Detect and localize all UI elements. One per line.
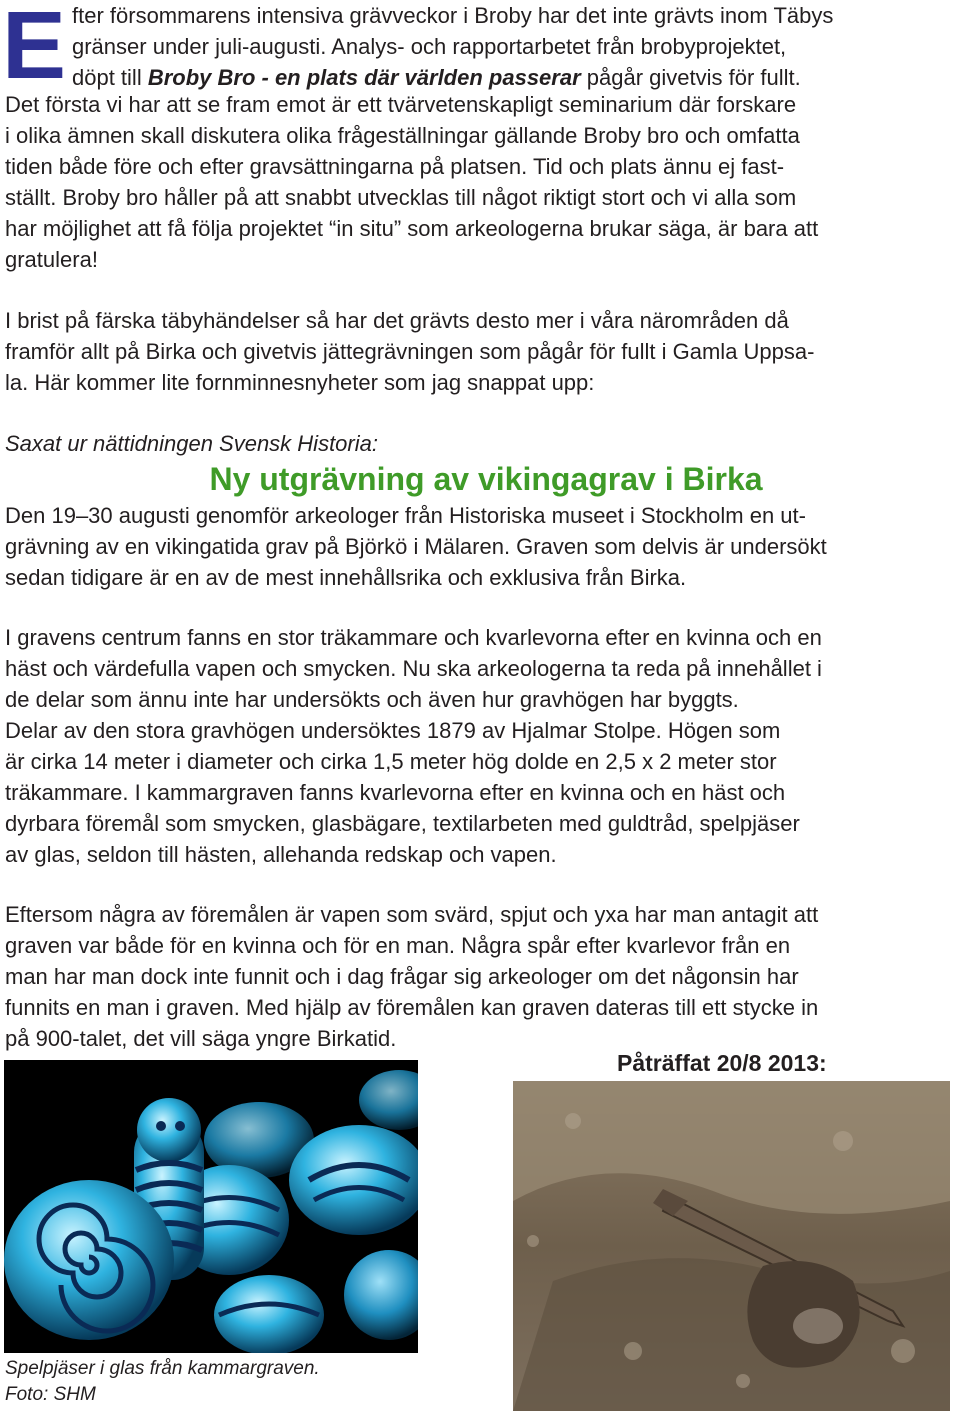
paragraph-line: I brist på färska täbyhändelser så har det grävts desto mer i våra närområden då <box>5 308 789 333</box>
article-line: graven var både för en kvinna och för en man. Några spår efter kvarlevor från en <box>5 933 791 958</box>
intro-text: pågår givetvis för fullt. <box>580 65 801 90</box>
project-title: Broby Bro - en plats där världen passerar <box>147 65 581 90</box>
found-date-label: Påträffat 20/8 2013: <box>617 1050 827 1076</box>
article-line: dyrbara föremål som smycken, glasbägare, textilarbeten med guldtråd, spelpjäser <box>5 811 800 836</box>
article-line: av glas, seldon till hästen, allehanda redskap och vapen. <box>5 842 557 867</box>
article-line: Delar av den stora gravhögen undersöktes 1879 av Hjalmar Stolpe. Högen som <box>5 718 781 743</box>
intro-line: ställt. Broby bro håller på att snabbt utvecklas till något riktigt stort och vi alla som <box>5 185 797 210</box>
article-line: funnits en man i graven. Med hjälp av föremålen kan graven dateras till ett stycke in <box>5 995 819 1020</box>
intro-line: gratulera! <box>5 247 98 272</box>
article-line: de delar som ännu inte har undersökts och även hur gravhögen har byggts. <box>5 687 739 712</box>
source-line: Saxat ur nättidningen Svensk Historia: <box>5 431 378 456</box>
article-line: man har man dock inte funnit och i dag frågar sig arkeologer om det någonsin har <box>5 964 799 989</box>
article-line: häst och värdefulla vapen och smycken. Nu ska arkeologerna ta reda på innehållet i <box>5 656 822 681</box>
article-line: Eftersom några av föremålen är vapen som svärd, spjut och yxa har man antagit att <box>5 902 819 927</box>
article-line: på 900-talet, det vill säga yngre Birkatid. <box>5 1026 397 1051</box>
intro-line: gränser under juli-augusti. Analys- och rapportarbetet från brobyprojektet, <box>72 34 787 59</box>
article-line: I gravens centrum fanns en stor träkammare och kvarlevorna efter en kvinna och en <box>5 625 822 650</box>
intro-line: i olika ämnen skall diskutera olika frågeställningar gällande Broby bro och omfatta <box>5 123 800 148</box>
article-title: Ny utgrävning av vikingagrav i Birka <box>209 461 763 497</box>
photo-caption: Spelpjäser i glas från kammargraven. <box>5 1358 320 1379</box>
article-line: grävning av en vikingatida grav på Björkö i Mälaren. Graven som delvis är undersökt <box>5 534 827 559</box>
intro-line: Det första vi har att se fram emot är ett tvärvetenskapligt seminarium där forskare <box>5 92 797 117</box>
paragraph-line: la. Här kommer lite fornminnesnyheter som jag snappat upp: <box>5 370 595 395</box>
photo-credit: Foto: SHM <box>5 1384 96 1405</box>
intro-line: har möjlighet att få följa projektet “in situ” som arkeologerna brukar säga, är bara att <box>5 216 819 241</box>
intro-text: döpt till <box>72 65 148 90</box>
paragraph-line: framför allt på Birka och givetvis jättegrävningen som pågår för fullt i Gamla Uppsa- <box>5 339 815 364</box>
dropcap: E <box>2 0 67 99</box>
article-line: träkammare. I kammargraven fanns kvarlevorna efter en kvinna och en häst och <box>5 780 786 805</box>
article-line: Den 19–30 augusti genomför arkeologer från Historiska museet i Stockholm en ut- <box>5 503 806 528</box>
article-line: är cirka 14 meter i diameter och cirka 1,5 meter hög dolde en 2,5 x 2 meter stor <box>5 749 777 774</box>
article-line: sedan tidigare är en av de mest innehållsrika och exklusiva från Birka. <box>5 565 687 590</box>
excavation-find-photo <box>513 1081 950 1411</box>
intro-line: fter försommarens intensiva grävveckor i Broby har det inte grävts inom Täbys <box>72 3 834 28</box>
glass-game-pieces-photo <box>4 1060 418 1353</box>
intro-line: tiden både före och efter gravsättningarna på platsen. Tid och plats ännu ej fast- <box>5 154 785 179</box>
